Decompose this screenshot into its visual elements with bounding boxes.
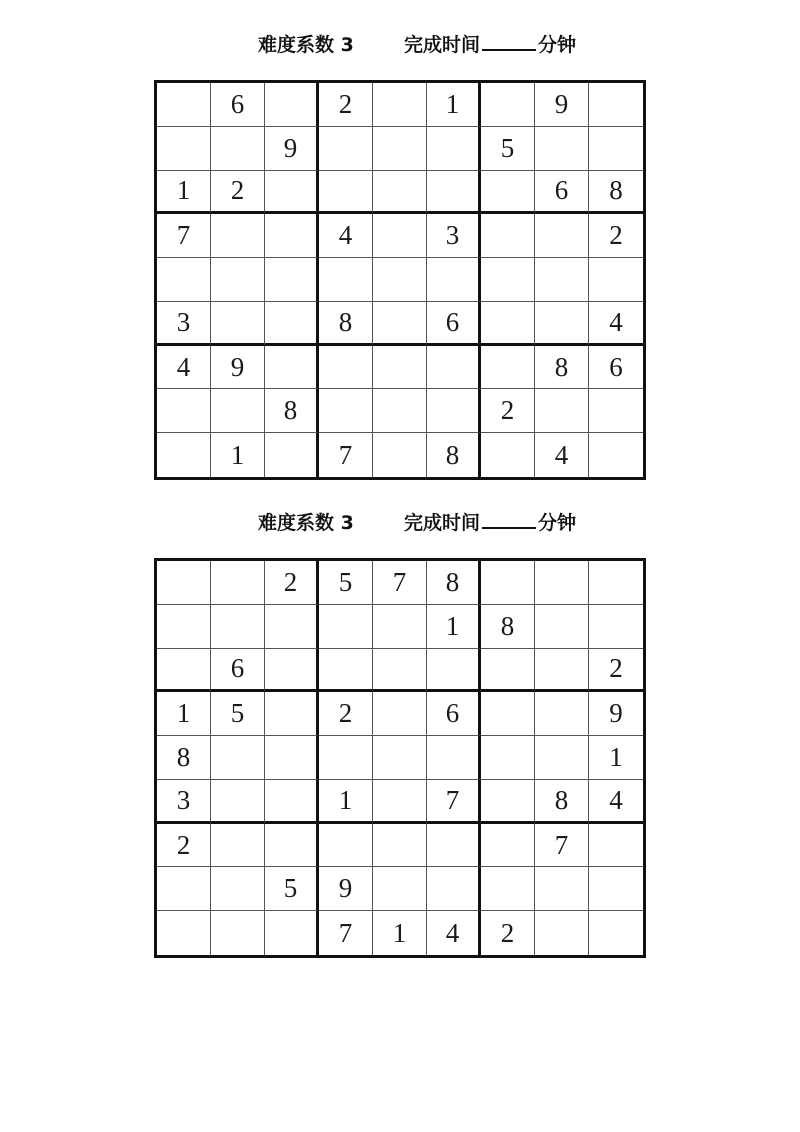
sudoku-cell[interactable] [265,692,319,736]
sudoku-cell[interactable] [481,692,535,736]
sudoku-cell[interactable]: 8 [319,302,373,346]
sudoku-cell[interactable] [265,214,319,258]
sudoku-cell[interactable] [319,736,373,780]
sudoku-cell[interactable] [157,127,211,171]
sudoku-cell[interactable] [157,258,211,302]
sudoku-cell[interactable]: 5 [319,561,373,605]
sudoku-cell[interactable] [319,346,373,390]
sudoku-cell[interactable] [157,605,211,649]
sudoku-cell[interactable] [427,258,481,302]
sudoku-cell[interactable] [157,389,211,433]
sudoku-cell[interactable]: 1 [427,605,481,649]
sudoku-cell[interactable] [211,867,265,911]
sudoku-cell[interactable]: 7 [157,214,211,258]
sudoku-cell[interactable] [481,302,535,346]
sudoku-cell[interactable]: 8 [427,561,481,605]
sudoku-cell[interactable]: 8 [535,780,589,824]
sudoku-cell[interactable] [481,561,535,605]
sudoku-cell[interactable]: 3 [427,214,481,258]
sudoku-cell[interactable]: 7 [319,433,373,477]
sudoku-cell[interactable]: 3 [157,302,211,346]
sudoku-cell[interactable] [427,127,481,171]
sudoku-cell[interactable] [535,605,589,649]
sudoku-cell[interactable] [535,736,589,780]
sudoku-cell[interactable]: 1 [211,433,265,477]
sudoku-cell[interactable] [535,302,589,346]
sudoku-cell[interactable]: 7 [373,561,427,605]
sudoku-cell[interactable] [157,561,211,605]
sudoku-cell[interactable] [481,214,535,258]
sudoku-cell[interactable] [265,736,319,780]
sudoku-cell[interactable]: 1 [373,911,427,955]
sudoku-cell[interactable]: 4 [427,911,481,955]
sudoku-cell[interactable] [211,824,265,868]
sudoku-cell[interactable]: 2 [589,649,643,693]
sudoku-cell[interactable] [373,258,427,302]
sudoku-cell[interactable]: 2 [211,171,265,215]
sudoku-grid-1 [154,80,646,480]
sudoku-cell[interactable] [427,346,481,390]
sudoku-cell[interactable] [265,780,319,824]
sudoku-cell[interactable]: 9 [211,346,265,390]
sudoku-cell[interactable] [265,346,319,390]
time-blank-line[interactable] [482,33,536,51]
time-label-after: 分钟 [538,34,577,56]
sudoku-cell[interactable]: 8 [589,171,643,215]
sudoku-cell[interactable] [319,605,373,649]
sudoku-cell[interactable]: 2 [481,911,535,955]
sudoku-cell[interactable]: 9 [265,127,319,171]
sudoku-cell[interactable] [157,433,211,477]
sudoku-cell[interactable] [373,83,427,127]
sudoku-cell[interactable] [373,824,427,868]
sudoku-cell[interactable] [319,127,373,171]
sudoku-cell[interactable] [589,605,643,649]
sudoku-cell[interactable] [535,911,589,955]
difficulty-label: 难度系数 3 [258,34,354,56]
sudoku-cell[interactable] [589,83,643,127]
sudoku-cell[interactable] [535,867,589,911]
sudoku-cell[interactable] [211,214,265,258]
sudoku-cell[interactable] [589,867,643,911]
sudoku-cell[interactable]: 2 [481,389,535,433]
sudoku-cell[interactable]: 8 [157,736,211,780]
sudoku-cell[interactable] [157,83,211,127]
sudoku-cell[interactable] [589,127,643,171]
sudoku-cell[interactable] [319,171,373,215]
sudoku-cell[interactable] [481,867,535,911]
sudoku-cell[interactable] [211,736,265,780]
sudoku-cell[interactable]: 4 [589,302,643,346]
sudoku-cell[interactable]: 6 [427,302,481,346]
sudoku-cell[interactable] [427,736,481,780]
sudoku-cell[interactable]: 6 [211,649,265,693]
sudoku-cell[interactable] [535,389,589,433]
sudoku-cell[interactable]: 8 [481,605,535,649]
sudoku-cell[interactable]: 6 [589,346,643,390]
sudoku-cell[interactable] [319,649,373,693]
sudoku-cell[interactable]: 1 [157,692,211,736]
sudoku-cell[interactable]: 2 [265,561,319,605]
puzzle-1-heading [0,30,800,60]
sudoku-cell[interactable] [265,824,319,868]
sudoku-cell[interactable] [211,780,265,824]
sudoku-cell[interactable] [373,867,427,911]
sudoku-cell[interactable] [211,258,265,302]
sudoku-cell[interactable] [589,389,643,433]
sudoku-cell[interactable]: 5 [265,867,319,911]
sudoku-cell[interactable]: 1 [427,83,481,127]
sudoku-cell[interactable] [373,692,427,736]
sudoku-cell[interactable] [157,911,211,955]
completion-time-label [404,508,576,535]
sudoku-cell[interactable]: 8 [535,346,589,390]
sudoku-cell[interactable] [319,258,373,302]
sudoku-cell[interactable] [427,649,481,693]
sudoku-cell[interactable] [265,433,319,477]
sudoku-cell[interactable] [265,258,319,302]
sudoku-cell[interactable] [481,780,535,824]
sudoku-cell[interactable]: 4 [589,780,643,824]
sudoku-cell[interactable] [319,824,373,868]
sudoku-cell[interactable] [265,605,319,649]
sudoku-cell[interactable] [481,824,535,868]
sudoku-cell[interactable] [373,127,427,171]
sudoku-cell[interactable] [589,561,643,605]
sudoku-cell[interactable] [535,649,589,693]
time-label-after: 分钟 [538,512,577,534]
sudoku-cell[interactable]: 2 [319,83,373,127]
sudoku-cell[interactable] [319,389,373,433]
difficulty-label: 难度系数 3 [258,512,354,534]
sudoku-cell[interactable]: 8 [265,389,319,433]
sudoku-cell[interactable]: 6 [427,692,481,736]
sudoku-cell[interactable]: 4 [535,433,589,477]
sudoku-cell[interactable] [535,692,589,736]
sudoku-cell[interactable] [589,433,643,477]
sudoku-cell[interactable]: 2 [589,214,643,258]
sudoku-cell[interactable] [535,127,589,171]
sudoku-cell[interactable] [211,561,265,605]
sudoku-cell[interactable] [373,736,427,780]
completion-time-label [404,30,576,57]
sudoku-cell[interactable] [265,649,319,693]
sudoku-cell[interactable] [535,214,589,258]
sudoku-cell[interactable]: 9 [589,692,643,736]
sudoku-cell[interactable] [481,346,535,390]
sudoku-cell[interactable]: 1 [157,171,211,215]
time-label-before: 完成时间 [404,34,481,56]
sudoku-cell[interactable] [265,83,319,127]
sudoku-cell[interactable] [481,736,535,780]
sudoku-cell[interactable] [373,433,427,477]
sudoku-cell[interactable] [373,346,427,390]
sudoku-cell[interactable] [265,302,319,346]
sudoku-cell[interactable]: 2 [157,824,211,868]
sudoku-cell[interactable] [427,824,481,868]
sudoku-cell[interactable] [211,302,265,346]
sudoku-cell[interactable]: 9 [319,867,373,911]
sudoku-cell[interactable] [265,171,319,215]
sudoku-cell[interactable] [211,911,265,955]
sudoku-cell[interactable]: 4 [319,214,373,258]
sudoku-cell[interactable] [427,389,481,433]
sudoku-cell[interactable] [535,258,589,302]
sudoku-cell[interactable] [211,389,265,433]
sudoku-cell[interactable] [481,258,535,302]
sudoku-cell[interactable] [481,83,535,127]
sudoku-cell[interactable] [373,605,427,649]
sudoku-cell[interactable]: 6 [211,83,265,127]
sudoku-cell[interactable] [373,214,427,258]
time-blank-line[interactable] [482,511,536,529]
sudoku-cell[interactable]: 2 [319,692,373,736]
sudoku-cell[interactable]: 4 [157,346,211,390]
sudoku-cell[interactable] [373,649,427,693]
sudoku-cell[interactable] [589,824,643,868]
sudoku-cell[interactable] [373,302,427,346]
puzzle-2-heading [0,508,800,538]
sudoku-cell[interactable] [535,561,589,605]
sudoku-cell[interactable]: 5 [211,692,265,736]
sudoku-cell[interactable] [427,171,481,215]
sudoku-cell[interactable] [589,911,643,955]
sudoku-cell[interactable] [589,258,643,302]
sudoku-cell[interactable] [157,649,211,693]
sudoku-cell[interactable] [265,911,319,955]
sudoku-cell[interactable]: 5 [481,127,535,171]
sudoku-cell[interactable] [481,171,535,215]
sudoku-cell[interactable]: 8 [427,433,481,477]
sudoku-cell[interactable]: 7 [427,780,481,824]
sudoku-cell[interactable] [481,649,535,693]
sudoku-cell[interactable] [373,171,427,215]
sudoku-cell[interactable] [373,389,427,433]
sudoku-cell[interactable]: 7 [319,911,373,955]
sudoku-grid-2 [154,558,646,958]
sudoku-cell[interactable] [481,433,535,477]
sudoku-cell[interactable]: 1 [319,780,373,824]
sudoku-cell[interactable]: 6 [535,171,589,215]
sudoku-cell[interactable]: 9 [535,83,589,127]
sudoku-cell[interactable] [211,605,265,649]
sudoku-cell[interactable] [211,127,265,171]
time-label-before: 完成时间 [404,512,481,534]
sudoku-cell[interactable] [157,867,211,911]
sudoku-cell[interactable]: 1 [589,736,643,780]
sudoku-cell[interactable]: 3 [157,780,211,824]
sudoku-cell[interactable] [373,780,427,824]
sudoku-cell[interactable]: 7 [535,824,589,868]
sudoku-cell[interactable] [427,867,481,911]
